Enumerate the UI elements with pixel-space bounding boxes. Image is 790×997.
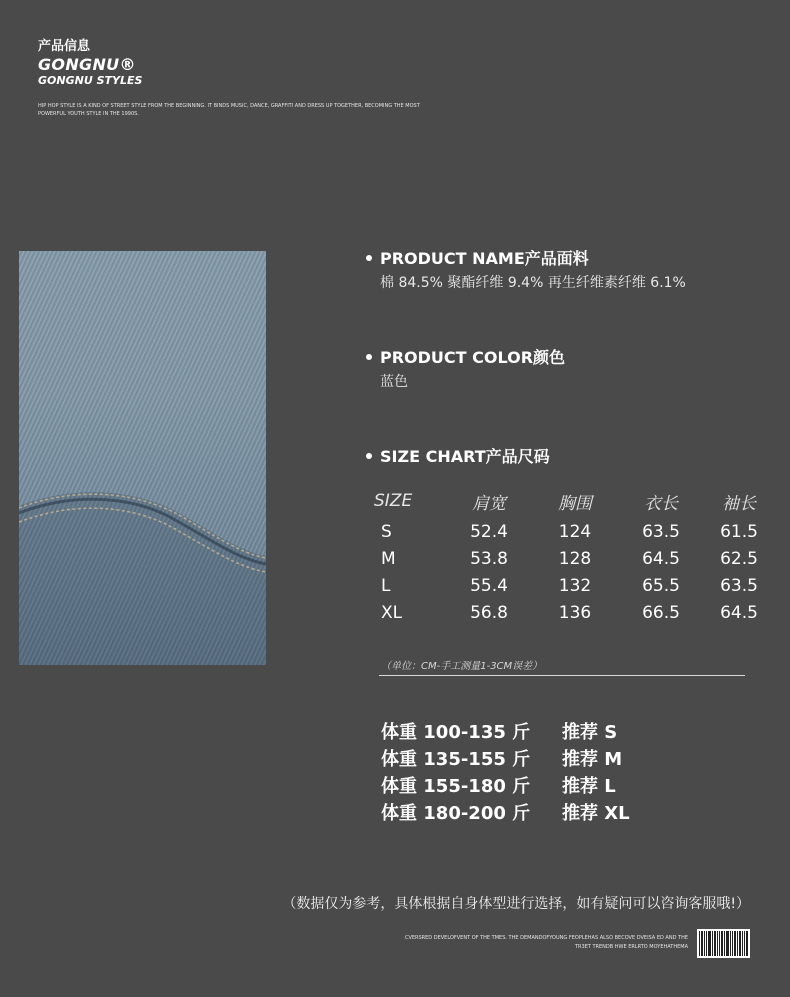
product-name-title: PRODUCT NAME产品面料	[380, 249, 589, 268]
recommended-size: 推荐 S	[562, 722, 618, 743]
divider	[379, 675, 745, 676]
footer-text	[308, 934, 688, 952]
cell-sleeve: 64.5	[720, 602, 758, 623]
weight-range: 体重 135-155 斤	[381, 749, 531, 770]
size-chart-title: SIZE CHART产品尺码	[380, 447, 550, 466]
barcode-icon	[697, 929, 750, 958]
table-row	[374, 599, 774, 626]
size-chart-table	[374, 488, 774, 626]
cell-length: 65.5	[642, 575, 680, 596]
cell-size: S	[381, 521, 392, 542]
weight-range: 体重 180-200 斤	[381, 803, 531, 824]
cell-shoulder: 56.8	[470, 602, 508, 623]
bullet-icon	[366, 255, 372, 261]
weight-range: 体重 155-180 斤	[381, 776, 531, 797]
recommendation-row	[381, 772, 630, 799]
cell-length: 64.5	[642, 548, 680, 569]
col-header-chest: 胸围	[558, 493, 592, 514]
footer-text-line: TR3ET TRENDB HWE ERLRTO MOYEHATHEMA	[574, 944, 688, 950]
col-header-sleeve: 袖长	[722, 493, 756, 514]
size-disclaimer: （数据仅为参考，具体根据自身体型进行选择，如有疑问可以咨询客服哦!）	[282, 896, 750, 912]
product-color-heading	[366, 345, 565, 368]
cell-sleeve: 61.5	[720, 521, 758, 542]
brand-subtitle: GONGNU STYLES	[38, 74, 143, 87]
bullet-icon	[366, 453, 372, 459]
cell-shoulder: 55.4	[470, 575, 508, 596]
product-color-title: PRODUCT COLOR颜色	[380, 348, 566, 367]
cell-chest: 132	[558, 575, 592, 596]
cell-sleeve: 63.5	[720, 575, 758, 596]
recommendation-row	[381, 799, 630, 826]
cell-shoulder: 53.8	[470, 548, 508, 569]
measurement-note: （单位：CM-手工测量1-3CM误差）	[381, 661, 543, 672]
product-material-value: 棉 84.5% 聚酯纤维 9.4% 再生纤维素纤维 6.1%	[380, 275, 686, 291]
cell-length: 63.5	[642, 521, 680, 542]
bullet-icon	[366, 354, 372, 360]
product-color-value: 蓝色	[380, 374, 408, 390]
table-row	[374, 518, 774, 545]
recommendation-row	[381, 718, 630, 745]
weight-range: 体重 100-135 斤	[381, 722, 531, 743]
col-header-length: 衣长	[644, 493, 678, 514]
cell-chest: 124	[558, 521, 592, 542]
recommended-size: 推荐 XL	[562, 803, 630, 824]
size-recommendations	[381, 718, 630, 826]
size-chart-heading	[366, 444, 550, 467]
seam-stitching	[19, 251, 266, 665]
cell-length: 66.5	[642, 602, 680, 623]
recommended-size: 推荐 L	[562, 776, 616, 797]
col-header-size: SIZE	[374, 491, 413, 511]
brand-tagline: HIP HOP STYLE IS A KIND OF STREET STYLE FROM THE BEGINNING. IT BINDS MUSIC, DANCE, GRAFFITI AND DRESS UP TOGETHER, BECOMING THE MOST POWERFUL YOUTH STYLE IN THE 1990S.	[38, 103, 420, 117]
size-table-header	[374, 488, 774, 518]
product-name-heading	[366, 246, 589, 269]
cell-size: XL	[381, 602, 403, 623]
cell-size: L	[381, 575, 391, 596]
cell-size: M	[381, 548, 396, 569]
recommendation-row	[381, 745, 630, 772]
cell-sleeve: 62.5	[720, 548, 758, 569]
footer-text-line: CVERSRED DEVELOFVENT OF THE TMES. THE DEMANDOFYOUNG FEOPLEHAS ALSO BECOVE DVEISA ED AND THE	[404, 935, 688, 941]
table-row	[374, 572, 774, 599]
recommended-size: 推荐 M	[562, 749, 623, 770]
col-header-shoulder: 肩宽	[472, 493, 506, 514]
cell-chest: 136	[558, 602, 592, 623]
table-row	[374, 545, 774, 572]
cell-chest: 128	[558, 548, 592, 569]
brand-logo: GONGNU®	[38, 55, 136, 74]
cell-shoulder: 52.4	[470, 521, 508, 542]
denim-fabric-image	[19, 251, 266, 665]
product-info-label: 产品信息	[38, 39, 91, 54]
